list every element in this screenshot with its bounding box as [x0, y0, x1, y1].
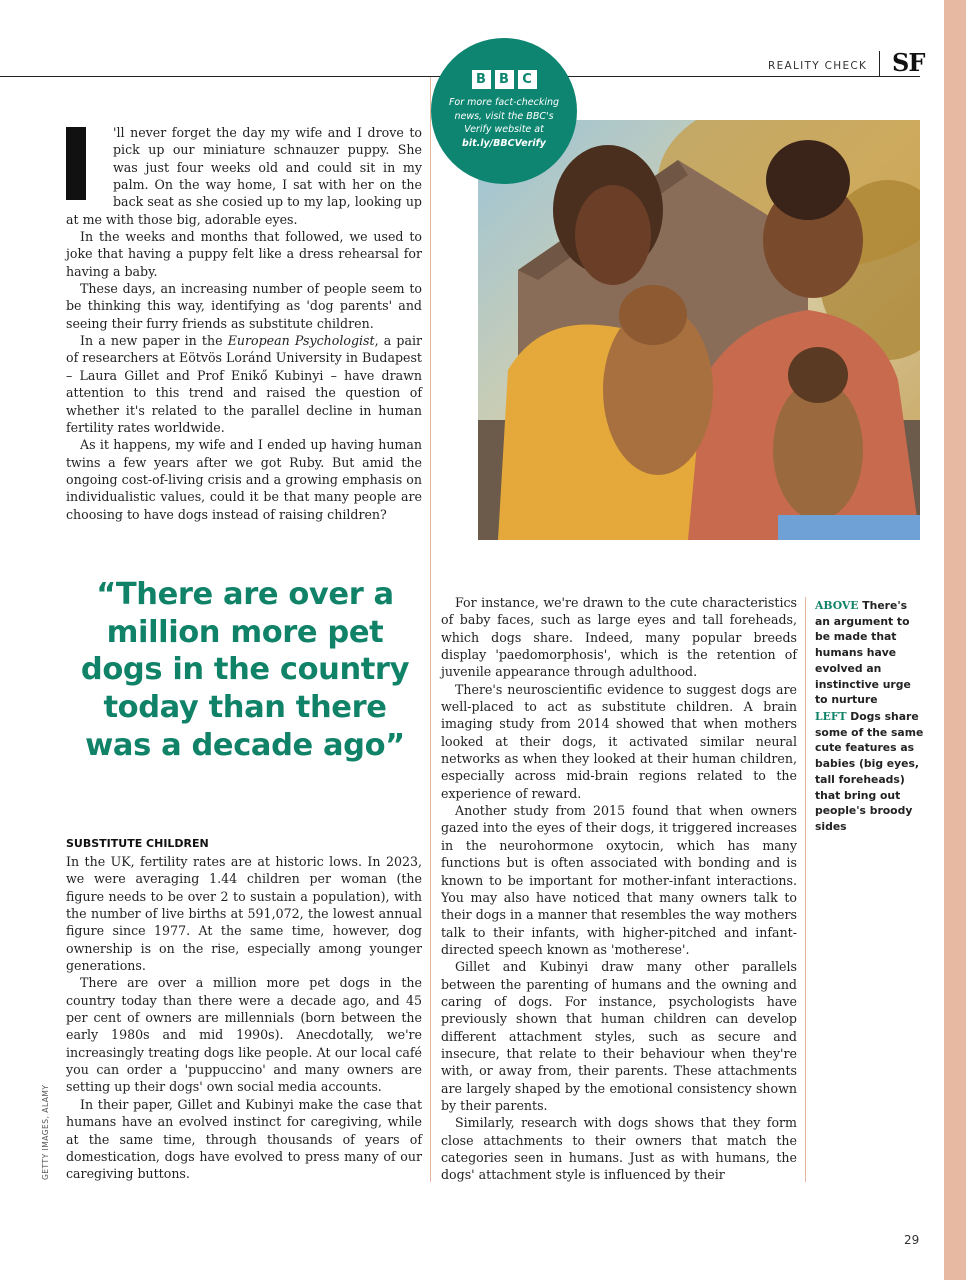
body-paragraph: In their paper, Gillet and Kubinyi make the case that humans have an evolved instinct for caregiving, while at the same time, through thousands of years of domestication, dogs have evolved to press many of our caregiving buttons. — [66, 1096, 422, 1182]
header-separator — [879, 51, 880, 76]
drop-cap — [66, 127, 86, 200]
page-number: 29 — [904, 1233, 920, 1247]
section-label: REALITY CHECK — [768, 60, 868, 72]
body-paragraph: There are over a million more pet dogs in the country today than there were a decade ago, and 45 per cent of owners are millennials (born between the early 1980s and mid 1990s). Anecdotally, we're increasingly treating dogs like people. At our local café you can order a 'puppuccino' and many owners are setting up their dogs' own social media accounts. — [66, 975, 422, 1095]
body-paragraph: As it happens, my wife and I ended up having human twins a few years after we got Ruby. But amid the ongoing cost-of-living crisis and a growing emphasis on individualistic values, could it be that many people are choosing to have dogs instead of raising children? — [66, 437, 422, 522]
paragraph-text: , a pair of researchers at Eötvös Loránd University in Budapest – Laura Gillet and Prof Enikő Kubinyi – have drawn attention to this trend and raised the question of whether it's related to the parallel decline in human fertility rates worldwide. — [66, 333, 423, 435]
photo-credit: GETTY IMAGES, ALAMY — [41, 1084, 50, 1180]
caption-divider — [805, 597, 806, 1182]
bbc-letter: B — [472, 70, 491, 89]
article-column-1 — [66, 124, 422, 523]
caption-left — [815, 709, 925, 835]
body-paragraph: Similarly, research with dogs shows that they form close attachments to their owners that match the categories seen in humans. Just as with humans, the dogs' attachment style is influenced by their — [441, 1115, 797, 1183]
pull-quote: “There are over a million more pet dogs in the country today than there was a decade ago” — [80, 577, 410, 763]
body-paragraph — [66, 332, 422, 436]
body-paragraph: Gillet and Kubinyi draw many other parallels between the parenting of humans and the owning and caring of dogs. For instance, psychologists have previously shown that human children can develop different attachment styles, such as secure and insecure, that relate to their behaviour when they're with, or away from, their parents. These attachments are largely shaped by the emotional consistency shown by their parents. — [441, 959, 797, 1113]
section-subhead: SUBSTITUTE CHILDREN — [66, 837, 209, 850]
caption-label: LEFT — [815, 710, 847, 723]
bbc-badge-text — [444, 96, 564, 150]
paragraph-text: In a new paper in the — [80, 333, 228, 349]
bbc-logo — [431, 70, 577, 89]
intro-paragraph — [66, 124, 422, 228]
body-paragraph: For instance, we're drawn to the cute characteristics of baby faces, such as large eyes and tall foreheads, which dogs share. Indeed, many popular breeds display 'paedomorphosis', which is the retention of juvenile appearance through adulthood. — [441, 595, 797, 680]
article-column-3 — [441, 594, 797, 1184]
caption-above — [815, 598, 925, 708]
body-paragraph: These days, an increasing number of people seem to be thinking this way, identifying as 'dog parents' and seeing their furry friends as substitute children. — [66, 281, 422, 331]
bbc-verify-badge — [431, 38, 577, 184]
bbc-letter: B — [495, 70, 514, 89]
magazine-logo: SF — [892, 48, 925, 77]
journal-name: European Psychologist — [227, 333, 375, 349]
bbc-verify-link[interactable]: bit.ly/BBCVerify — [462, 137, 546, 149]
photo-illustration — [478, 120, 920, 540]
caption-label: ABOVE — [815, 599, 859, 612]
bbc-letter: C — [518, 70, 537, 89]
body-paragraph: There's neuroscientific evidence to suggest dogs are well-placed to act as substitute children. A brain imaging study from 2014 showed that when mothers looked at their dogs, it activated similar neural networks as when they looked at their human children, especially across mid-brain regions related to the experience of reward. — [441, 681, 797, 801]
article-column-2 — [66, 853, 422, 1183]
caption-text: There's an argument to be made that humans have evolved an instinctive urge to nurture — [815, 599, 911, 707]
bbc-badge-line: For more fact-checking news, visit the BBC's Verify website at — [448, 97, 560, 135]
body-paragraph: Another study from 2015 found that when owners gazed into the eyes of their dogs, it triggered increases in the neurohormone oxytocin, which has many functions but is often associated with bonding and is known to be important for mother-infant interactions. You may also have noticed that many owners talk to their dogs in a manner that resembles the way mothers talk to their infants, with higher-pitched and infant-directed speech known as 'motherese'. — [441, 803, 797, 957]
caption-text: Dogs share some of the same cute features as babies (big eyes, tall foreheads) that bring out people's broody sides — [815, 710, 924, 833]
body-paragraph: In the UK, fertility rates are at historic lows. In 2023, we were averaging 1.44 children per woman (the figure needs to be over 2 to sustain a population), with the number of live births at 591,072, the lowest annual figure since 1977. At the same time, however, dog ownership is on the rise, especially among younger generations. — [66, 854, 422, 974]
page-edge-strip — [944, 0, 966, 1280]
intro-text: 'll never forget the day my wife and I drove to pick up our miniature schnauzer puppy. She was just four weeks old and could sit in my palm. On the way home, I sat with her on the back seat as she cosied up to my lap, looking up at me with those big, adorable eyes. — [66, 125, 422, 227]
column-divider — [430, 77, 431, 1182]
couple-with-puppies-photo — [478, 120, 920, 540]
body-paragraph: In the weeks and months that followed, we used to joke that having a puppy felt like a dress rehearsal for having a baby. — [66, 229, 422, 279]
